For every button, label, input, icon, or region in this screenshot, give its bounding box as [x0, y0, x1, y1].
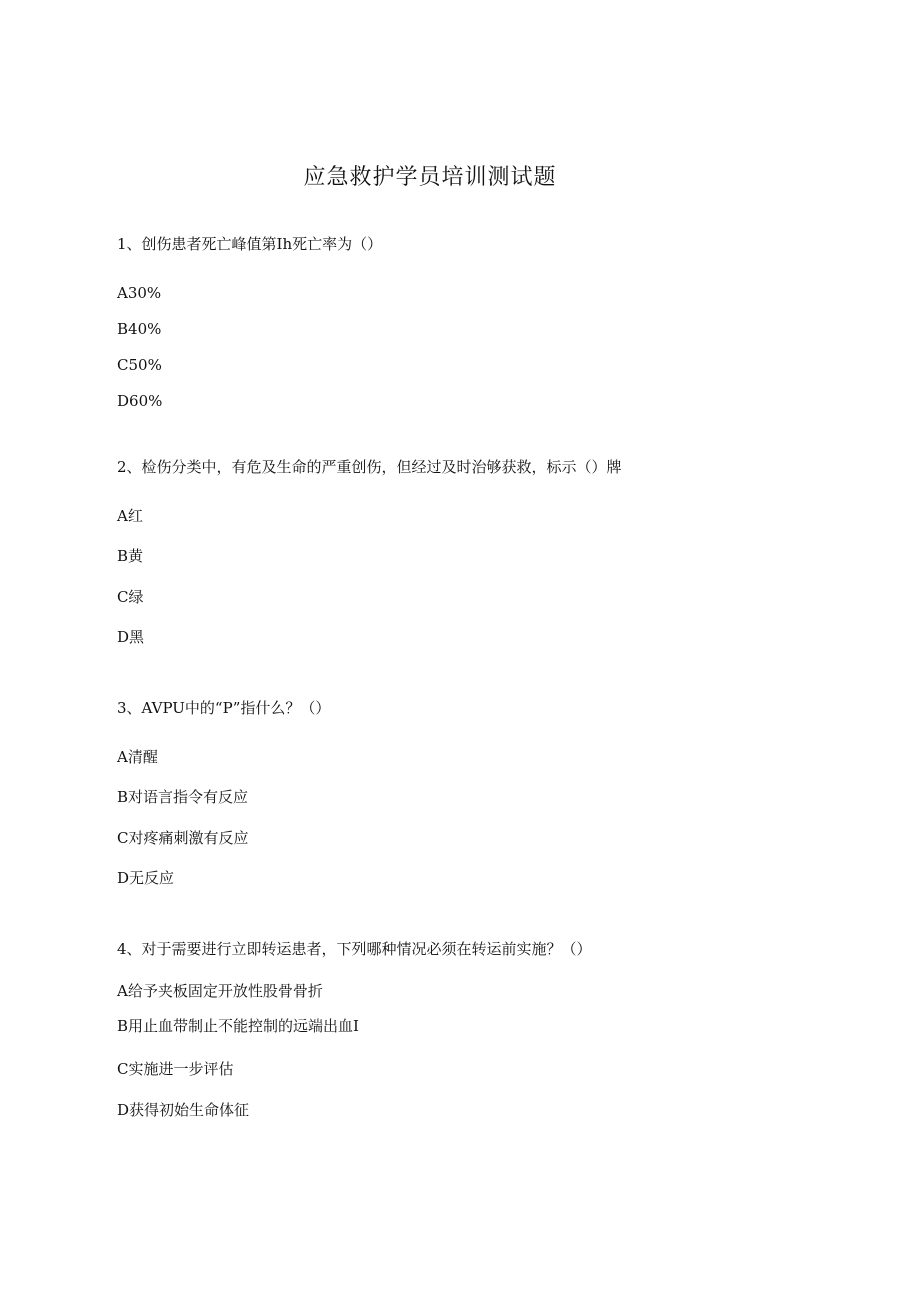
question-1-option-d: D60%	[117, 392, 163, 410]
question-2-option-d: D黑	[117, 628, 145, 646]
question-3-option-a: A清醒	[117, 748, 158, 766]
question-2-option-b: B黄	[117, 547, 144, 565]
question-3-option-d: D无反应	[117, 869, 175, 887]
page-title: 应急救护学员培训测试题	[303, 165, 557, 190]
question-1-option-a: A30%	[117, 284, 162, 302]
question-1-stem: 1、创伤患者死亡峰值第Ih死亡率为（）	[117, 235, 383, 253]
question-3-stem: 3、AVPU中的“P”指什么？（）	[117, 699, 331, 717]
question-2-stem: 2、检伤分类中，有危及生命的严重创伤，但经过及时治够获救，标示（）牌	[117, 458, 622, 476]
question-4-option-a: A给予夹板固定开放性股骨骨折	[117, 982, 323, 1000]
question-2-option-a: A红	[117, 507, 143, 525]
question-4-option-b: B用止血带制止不能控制的远端出血I	[117, 1017, 359, 1035]
question-4-stem: 4、对于需要进行立即转运患者，下列哪种情况必须在转运前实施？（）	[117, 940, 592, 958]
question-1-option-c: C50%	[117, 356, 162, 374]
question-2-option-c: C绿	[117, 588, 144, 606]
question-4-option-d: D获得初始生命体征	[117, 1101, 250, 1119]
question-3-option-b: B对语言指令有反应	[117, 788, 249, 806]
question-1-option-b: B40%	[117, 320, 162, 338]
question-3-option-c: C对疼痛刺激有反应	[117, 829, 249, 847]
question-4-option-c: C实施进一步评估	[117, 1060, 234, 1078]
